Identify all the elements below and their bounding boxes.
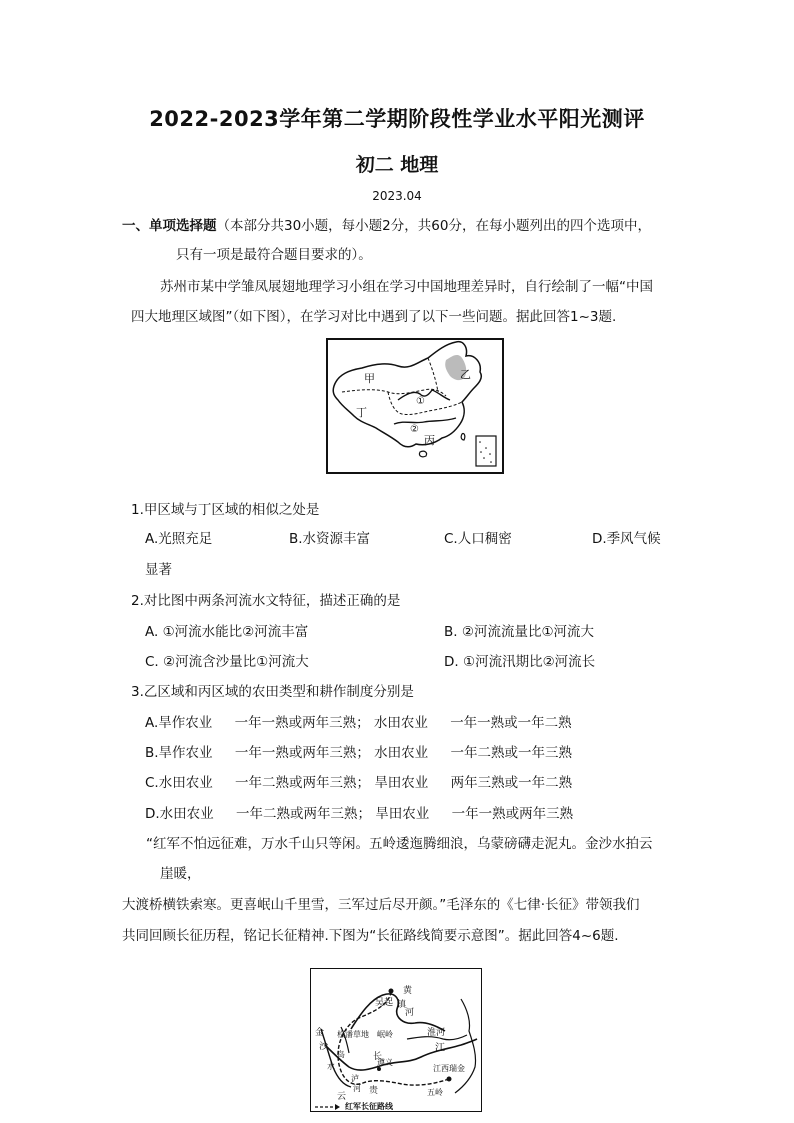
south-china-sea-inset [476, 436, 496, 466]
option-system2: 一年二熟或一年三熟 [450, 745, 572, 761]
page-subtitle: 初二 地理 [355, 154, 439, 176]
option-type1: A.旱作农业 [145, 715, 213, 731]
option-system2: 一年一熟或一年二熟 [450, 715, 572, 731]
map-label-chang: 长 [373, 1052, 383, 1062]
map-label-ruijin: 江西瑞金 [433, 1064, 465, 1073]
region-label-ding: 丁 [356, 406, 367, 419]
question-stem: 1.甲区域与丁区域的相似之处是 [131, 502, 320, 518]
question-stem: 3.乙区域和丙区域的农田类型和耕作制度分别是 [131, 684, 414, 700]
option-system2: 一年一熟或两年三熟 [451, 806, 574, 822]
option-a: A.光照充足 [145, 531, 213, 547]
option-a [145, 711, 572, 731]
china-regions-map [326, 338, 504, 474]
option-system1: 一年一熟或两年三熟； [234, 715, 370, 731]
option-a: A. ①河流水能比②河流丰富 [145, 624, 309, 640]
map-label-he: 河 [405, 1008, 415, 1018]
option-c: C.人口稠密 [444, 531, 512, 547]
intro-paragraph-line: 苏州市某中学雏凤展翅地理学习小组在学习中国地理差异时，自行绘制了一幅“中国 [160, 279, 653, 295]
map-label-huaihe: 淮河 [427, 1028, 446, 1038]
region-label-yi: 乙 [460, 368, 471, 381]
map-label-gui: 贵 [369, 1086, 379, 1096]
poem-line: 崖暖， [160, 866, 201, 882]
map-label-wuling: 五岭 [427, 1088, 443, 1097]
map-label-yun: 云 [337, 1092, 347, 1102]
ruijin-marker [447, 1077, 452, 1082]
region-label-bing: 丙 [424, 434, 435, 447]
option-type2: 水田农业 [374, 745, 429, 761]
option-system1: 一年二熟或两年三熟； [235, 806, 371, 822]
map-label-he2: 河 [353, 1084, 361, 1093]
option-d: D.季风气候 [592, 531, 661, 547]
option-b: B. ②河流流量比①河流大 [444, 624, 595, 640]
wuqi-marker [389, 989, 394, 994]
long-march-map [310, 968, 482, 1112]
legend-label: 红军长征路线 [345, 1102, 393, 1111]
hainan-island [419, 451, 426, 457]
map-label-sha: 沙 [319, 1042, 329, 1052]
yangtze-river [394, 418, 456, 424]
option-type1: C.水田农业 [145, 775, 213, 791]
poem-line: 大渡桥横铁索寒。更喜岷山千里雪，三军过后尽开颜。”毛泽东的《七律·长征》带领我们 [122, 897, 640, 913]
map-label-lingling: 岷岭 [377, 1030, 393, 1039]
poem-line: “红军不怕远征难，万水千山只等闲。五岭逶迤腾细浪，乌蒙磅礴走泥丸。金沙水拍云 [146, 836, 653, 852]
exam-date: 2023.04 [372, 189, 422, 203]
region-label-jia: 甲 [364, 372, 375, 385]
option-c: C. ②河流含沙量比①河流大 [145, 654, 309, 670]
map-label-jiang: 江 [435, 1043, 445, 1054]
section-description: （本部分共30小题，每小题2分，共60分，在每小题列出的四个选项中， [216, 218, 651, 234]
map-label-lu: 泸 [351, 1074, 359, 1083]
map-label-wuqi: 吴起 [375, 998, 394, 1008]
taiwan-island [461, 433, 465, 440]
section-label: 一、单项选择题 [122, 218, 217, 234]
option-b: B.水资源丰富 [289, 531, 371, 547]
option-system1: 一年二熟或两年三熟； [235, 775, 371, 791]
map-label-jin: 金 [315, 1028, 325, 1038]
map-label-zhen: 镇 [397, 1000, 407, 1010]
option-d-continued: 显著 [145, 562, 172, 578]
option-type1: B.旱作农业 [145, 745, 213, 761]
section-heading [122, 214, 651, 234]
option-d: D. ①河流汛期比②河流长 [444, 654, 596, 670]
option-type2: 旱田农业 [375, 806, 430, 822]
intro-paragraph-line: 四大地理区域图”（如下图），在学习对比中遇到了以下一些问题。据此回答1~3题. [131, 309, 617, 325]
boundary-line [428, 358, 438, 392]
question-stem: 2.对比图中两条河流水文特征，描述正确的是 [131, 593, 401, 609]
option-type2: 水田农业 [373, 715, 428, 731]
option-system2: 两年三熟或一年二熟 [450, 775, 573, 791]
map-label-shui: 水 [327, 1062, 335, 1071]
poem-line: 共同回顾长征历程，铭记长征精神.下图为“长征路线简要示意图”。据此回答4~6题. [122, 928, 619, 944]
map-label-dao: 岛 [337, 1050, 345, 1059]
map-label-songpan: 松潘草地 [337, 1030, 369, 1039]
map-label-huang: 黄 [403, 986, 413, 996]
china-regions-map-svg [328, 340, 502, 472]
option-system1: 一年一熟或两年三熟； [234, 745, 370, 761]
option-d [145, 802, 573, 822]
legend-arrow [335, 1104, 340, 1110]
option-type2: 旱田农业 [374, 775, 429, 791]
map-label-zunyi: 遵义 [377, 1058, 393, 1067]
inset-islands [479, 441, 492, 463]
river-label-1: ① [416, 396, 425, 407]
option-b [145, 741, 572, 761]
page-title: 2022-2023学年第二学期阶段性学业水平阳光测评 [149, 107, 645, 131]
section-description-cont: 只有一项是最符合题目要求的）。 [176, 247, 372, 263]
option-type1: D.水田农业 [145, 806, 214, 822]
river-label-2: ② [410, 424, 419, 435]
option-c [145, 771, 572, 791]
